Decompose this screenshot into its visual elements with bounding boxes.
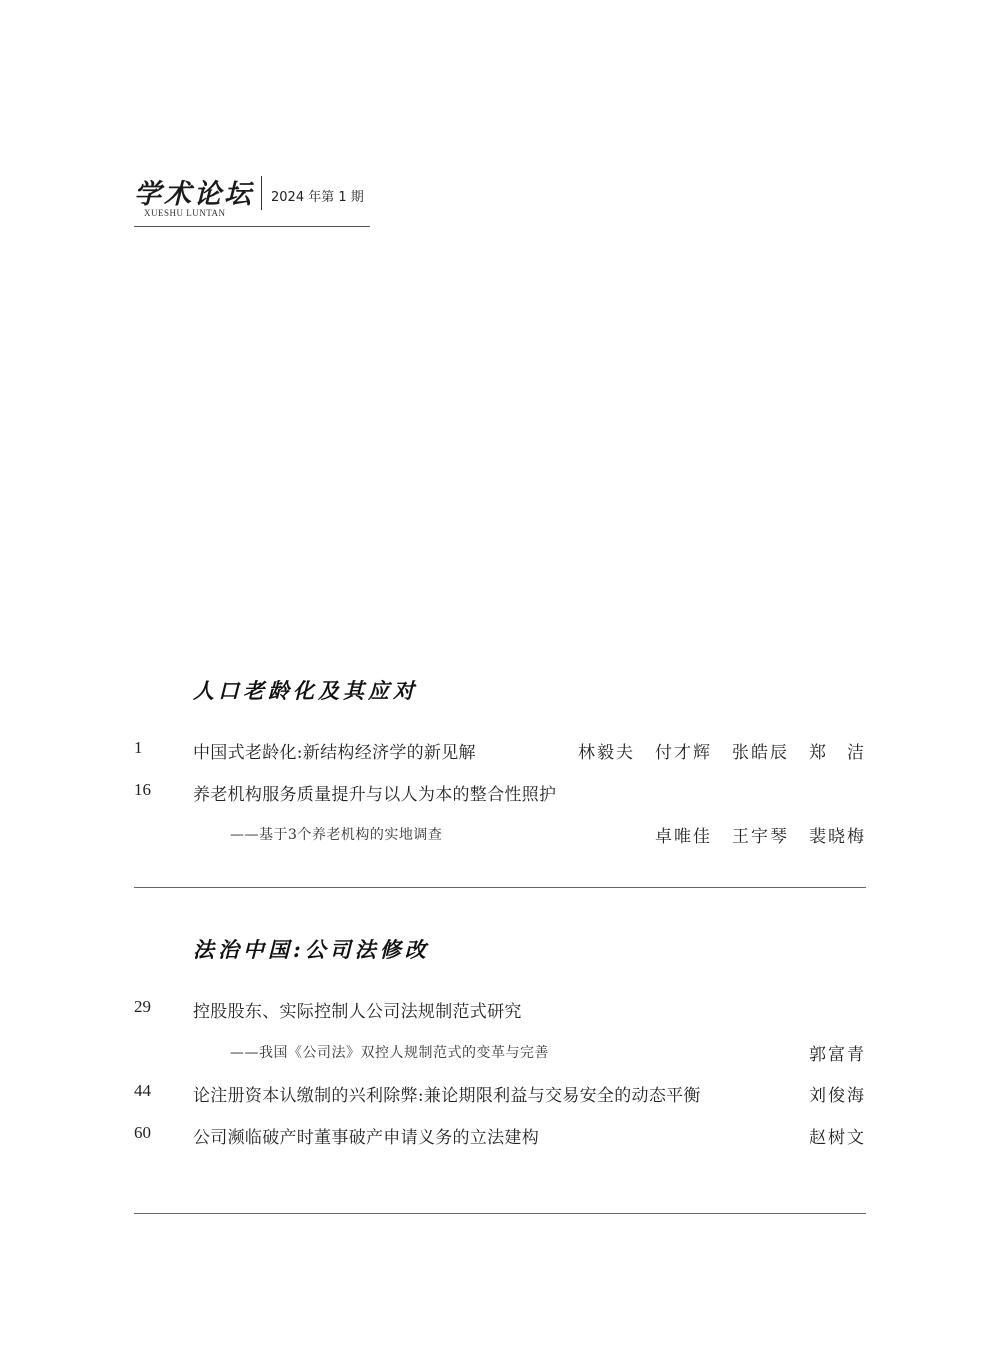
article-authors: [635, 822, 866, 847]
section-title: 人口老龄化及其应对: [193, 678, 418, 703]
article-title: 养老机构服务质量提升与以人为本的整合性照护: [193, 785, 557, 805]
page-number: 29: [134, 997, 151, 1016]
toc-entry-subtitle-row: [134, 1040, 866, 1068]
toc-entry[interactable]: [134, 997, 866, 1025]
article-title: 控股股东、实际控制人公司法规制范式研究: [193, 1002, 522, 1022]
toc-entry[interactable]: [134, 738, 866, 766]
page-number: 1: [134, 738, 143, 757]
toc-entry[interactable]: [134, 1123, 866, 1151]
section-divider: [134, 1213, 866, 1214]
section-title: 法治中国:公司法修改: [193, 937, 430, 962]
article-title: 公司濒临破产时董事破产申请义务的立法建构: [193, 1128, 539, 1148]
article-authors: [789, 1123, 866, 1148]
page-number: 60: [134, 1123, 151, 1142]
page-number: 44: [134, 1081, 151, 1100]
header-divider: [261, 176, 262, 210]
journal-logo: 学术论坛: [134, 179, 254, 210]
article-authors: [789, 1040, 866, 1065]
article-subtitle: ——基于3个养老机构的实地调查: [230, 827, 443, 843]
issue-label: 2024 年第 1 期: [271, 190, 364, 205]
author-name: 裴晓梅: [809, 827, 866, 847]
author-name: 付才辉: [655, 743, 712, 763]
page-number: 16: [134, 780, 151, 799]
article-authors: [789, 1081, 866, 1106]
author-name: 张皓辰: [732, 743, 789, 763]
toc-entry[interactable]: [134, 780, 866, 808]
article-title: 中国式老龄化:新结构经济学的新见解: [193, 743, 476, 763]
header-underline: [134, 226, 370, 227]
journal-header: [134, 170, 370, 228]
article-authors: [558, 738, 866, 763]
toc-entry[interactable]: [134, 1081, 866, 1109]
author-name: 赵树文: [809, 1128, 866, 1148]
toc-entry-subtitle-row: [134, 822, 866, 850]
article-subtitle: ——我国《公司法》双控人规制范式的变革与完善: [230, 1045, 549, 1061]
author-name: 卓唯佳: [655, 827, 712, 847]
author-name: 林毅夫: [578, 743, 635, 763]
author-name: 王宇琴: [732, 827, 789, 847]
author-name: 刘俊海: [809, 1086, 866, 1106]
journal-logo-pinyin: XUESHU LUNTAN: [144, 208, 226, 218]
section-divider: [134, 887, 866, 888]
author-name: 郑 洁: [809, 743, 866, 763]
author-name: 郭富青: [809, 1045, 866, 1065]
article-title: 论注册资本认缴制的兴利除弊:兼论期限利益与交易安全的动态平衡: [193, 1086, 701, 1106]
